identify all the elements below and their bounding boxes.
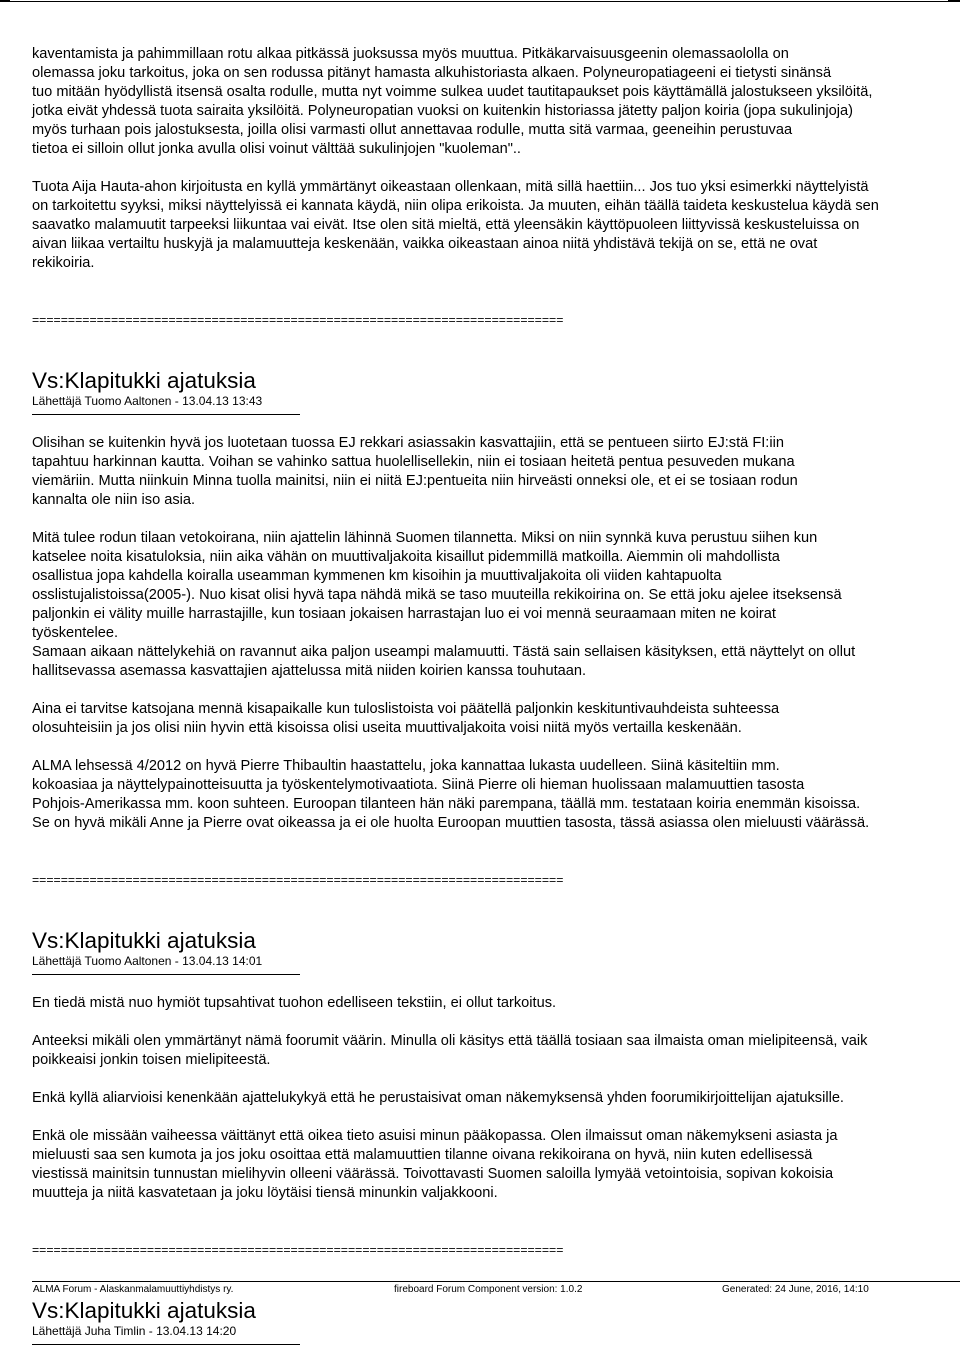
- text-line: kokoasiaa ja näyttelypainotteisuutta ja työskentelymotivaatiota. Siinä Pierre oli hieman huolissaan malamuuttien tasosta: [32, 777, 805, 793]
- paragraph-gap: [32, 1013, 960, 1032]
- post-title: Vs:Klapitukki ajatuksia: [32, 928, 256, 953]
- top-border: [0, 1, 960, 2]
- text-line: kaventamista ja pahimmillaan rotu alkaa pitkässä juoksussa myös muuttua. Pitkäkarvaisuusgeenin olemassaololla on: [32, 46, 789, 62]
- footer-component-version: fireboard Forum Component version: 1.0.2: [394, 1284, 583, 1295]
- text-line: paljonkin ei välity muille harrastajille, kun tosiaan jokaisen harrastajan luo ei voi mennä seuraamaan miten ne koirat: [32, 606, 776, 622]
- text-line: Enkä kyllä aliarvioisi kenenkään ajattelukykyä että he perustaisivat oman näkemyksensä yhden foorumikirjoittelijan ajatuksille.: [32, 1090, 844, 1106]
- text-line: tietoa ei silloin ollut jonka avulla olisi voinut välttää sukulinjojen "kuoleman"..: [32, 141, 521, 157]
- paragraph-gap: [32, 415, 960, 434]
- document-body: [32, 45, 960, 1345]
- post-separator: ==========================================================================: [32, 313, 564, 327]
- paragraph-gap: [32, 1108, 960, 1127]
- text-line: hallitsevassa asemassa kasvattajien ajattelussa mitä niiden koirien kanssa touhutaan.: [32, 663, 587, 679]
- paragraph-gap: [32, 852, 960, 871]
- paragraph-gap: [32, 1222, 960, 1241]
- paragraph-gap: [32, 273, 960, 292]
- text-line: olemassa joku tarkoitus, joka on sen rodussa pitänyt hamasta alkuhistoriasta alkaen. Polyneuropatiageeni ei tietysti sinänsä: [32, 65, 832, 81]
- text-line: En tiedä mistä nuo hymiöt tupsahtivat tuohon edelliseen tekstiin, ei ollut tarkoitus.: [32, 995, 557, 1011]
- paragraph-gap: [32, 349, 960, 368]
- post-meta: Lähettäjä Tuomo Aaltonen - 13.04.13 13:43: [32, 394, 263, 408]
- text-line: on tarkoitettu syyksi, miksi näyttelyissä ei kannata käydä, niin olipa erikoista. Ja muuten, eihän täällä taideta keskustelua käydä sen: [32, 198, 879, 214]
- text-line: saavatko malamuutit tarpeeksi liikuntaa vai eivät. Itse olen sitä mieltä, että yleensäkin käyttöpuoleen liittyvissä keskusteluissa on: [32, 217, 860, 233]
- post-separator: ==========================================================================: [32, 1243, 564, 1257]
- text-line: osallistua jopa kahdella koiralla useamman kymmenen km kisoihin ja muuttivaljakoita oli viiden kahtapuolta: [32, 568, 722, 584]
- paragraph-gap: [32, 1203, 960, 1222]
- paragraph-gap: [32, 909, 960, 928]
- text-line: aivan liikaa vertailtu huskyjä ja malamuutteja keskenään, vaikka oikeastaan ainoa niitä yhdistävä tekijä on se, että ne ovat: [32, 236, 818, 252]
- text-line: Olisihan se kuitenkin hyvä jos luotetaan tuossa EJ rekkari asiassakin kasvattajiin, että se pentueen siirto EJ:stä FI:iin: [32, 435, 784, 451]
- text-line: katselee noita kisatuloksia, niin aika vähän on muuttivaljakoita kisaillut pidemmillä matkoilla. Aiemmin oli mahdollista: [32, 549, 780, 565]
- text-line: viestissä mainitsin tunnustan mielihyvin olleeni väärässä. Toivottavasti Suomen saloilla lymyää vetointoisia, sopivan kokoisia: [32, 1166, 834, 1182]
- text-line: Samaan aikaan nättelykehiä on ravannut aika paljon useampi malamuutti. Tästä sain sellaisen käsityksen, että näyttelyt on ollut: [32, 644, 856, 660]
- top-border-cap-left: [0, 0, 10, 2]
- text-line: kannalta ole niin iso asia.: [32, 492, 196, 508]
- text-line: viemäriin. Mutta niinkuin Minna tuolla mainitsi, niin ei niitä EJ:pentueita niin hirveästi onneksi ole, et ei se tosiaan rodun: [32, 473, 798, 489]
- text-line: rekikoiria.: [32, 255, 95, 271]
- paragraph-gap: [32, 681, 960, 700]
- post-title: Vs:Klapitukki ajatuksia: [32, 1298, 256, 1323]
- paragraph-gap: [32, 738, 960, 757]
- text-line: työskentelee.: [32, 625, 118, 641]
- text-line: tapahtuu harkinnan kautta. Voihan se vahinko sattua huolellisellekin, niin ei tosiaan heitetä pentua pesuveden mukana: [32, 454, 795, 470]
- paragraph-gap: [32, 159, 960, 178]
- text-line: Aina ei tarvitse katsojana mennä kisapaikalle kun tuloslistoista voi päätellä paljonkin keskituntivauhdeista suhteessa: [32, 701, 780, 717]
- text-line: poikkeaisi jonkin toisen mielipiteestä.: [32, 1052, 271, 1068]
- footer-rule: [32, 1281, 960, 1282]
- top-border-cap-right: [948, 0, 960, 2]
- text-line: mieluusti saa sen kumota ja jos joku osoittaa että malamuuttien tilanne oivana rekikoirana on hyvä, niin kuten edellisessä: [32, 1147, 813, 1163]
- paragraph-gap: [32, 890, 960, 909]
- text-line: tuo mitään hyödyllistä itsensä osalta rodulle, mutta nyt voimme sulkea uudet tautitapaukset pois käyttämällä jalostukseen yksilöitä,: [32, 84, 873, 100]
- text-line: Se on hyvä mikäli Anne ja Pierre ovat oikeassa ja ei ole huolta Euroopan muuttien tasosta, tässä asiassa olen mieluusti väärässä.: [32, 815, 870, 831]
- text-line: Tuota Aija Hauta-ahon kirjoitusta en kyllä ymmärtänyt oikeastaan ollenkaan, mitä sillä haettiin... Jos tuo yksi esimerkki näyttelyistä: [32, 179, 869, 195]
- page-footer: [0, 1277, 960, 1297]
- post-separator: ==========================================================================: [32, 873, 564, 887]
- post-title: Vs:Klapitukki ajatuksia: [32, 368, 256, 393]
- paragraph-gap: [32, 292, 960, 311]
- text-line: jotka eivät yhdessä tuota sairaita yksilöitä. Polyneuropatian vuoksi on kuitenkin historiassa jätetty paljon koiria (jopa sukulinjoja): [32, 103, 853, 119]
- post-meta: Lähettäjä Juha Timlin - 13.04.13 14:20: [32, 1324, 237, 1338]
- footer-generated-date: Generated: 24 June, 2016, 14:10: [722, 1284, 869, 1295]
- text-line: Enkä ole missään vaiheessa väittänyt että oikea tieto asuisi minun pääkopassa. Olen ilmaissut oman näkemykseni asiasta ja: [32, 1128, 838, 1144]
- text-line: ALMA lehsessä 4/2012 on hyvä Pierre Thibaultin haastattelu, joka kannattaa lukasta uudelleen. Siinä käsiteltiin mm.: [32, 758, 780, 774]
- footer-site-name: ALMA Forum - Alaskanmalamuuttiyhdistys ry.: [33, 1284, 234, 1295]
- post-meta: Lähettäjä Tuomo Aaltonen - 13.04.13 14:01: [32, 954, 263, 968]
- text-line: myös turhaan pois jalostuksesta, joilla olisi varmasti ollut annettavaa rodulle, mutta sitä varmaa, geeneihin perustuvaa: [32, 122, 793, 138]
- text-line: osslistujalistoissa(2005-). Nuo kisat olisi hyvä tapa nähdä mikä se taso muuteilla rekikoirina on. Se että joku ajelee itseksensä: [32, 587, 842, 603]
- paragraph-gap: [32, 510, 960, 529]
- paragraph-gap: [32, 1070, 960, 1089]
- paragraph-gap: [32, 833, 960, 852]
- paragraph-gap: [32, 975, 960, 994]
- text-line: Pohjois-Amerikassa mm. koon suhteen. Euroopan tilanteen hän näki parempana, täällä mm. testataan koiria enemmän kisoissa.: [32, 796, 861, 812]
- text-line: Anteeksi mikäli olen ymmärtänyt nämä foorumit väärin. Minulla oli käsitys että täällä tosiaan saa ilmaista oman mielipiteensä, vaik: [32, 1033, 868, 1049]
- text-line: Mitä tulee rodun tilaan vetokoirana, niin ajattelin lähinnä Suomen tilannetta. Miksi on niin synnkä kuva perustuu siihen kun: [32, 530, 818, 546]
- paragraph-gap: [32, 330, 960, 349]
- text-line: olosuhteisiin ja jos olisi niin hyvin että kisoissa olisi useita muuttivaljakoita voisi niitä myös vertailla keskenään.: [32, 720, 742, 736]
- text-line: muutteja ja niitä kasvatetaan ja joku löytäisi tiensä minunkin valjakkooni.: [32, 1185, 498, 1201]
